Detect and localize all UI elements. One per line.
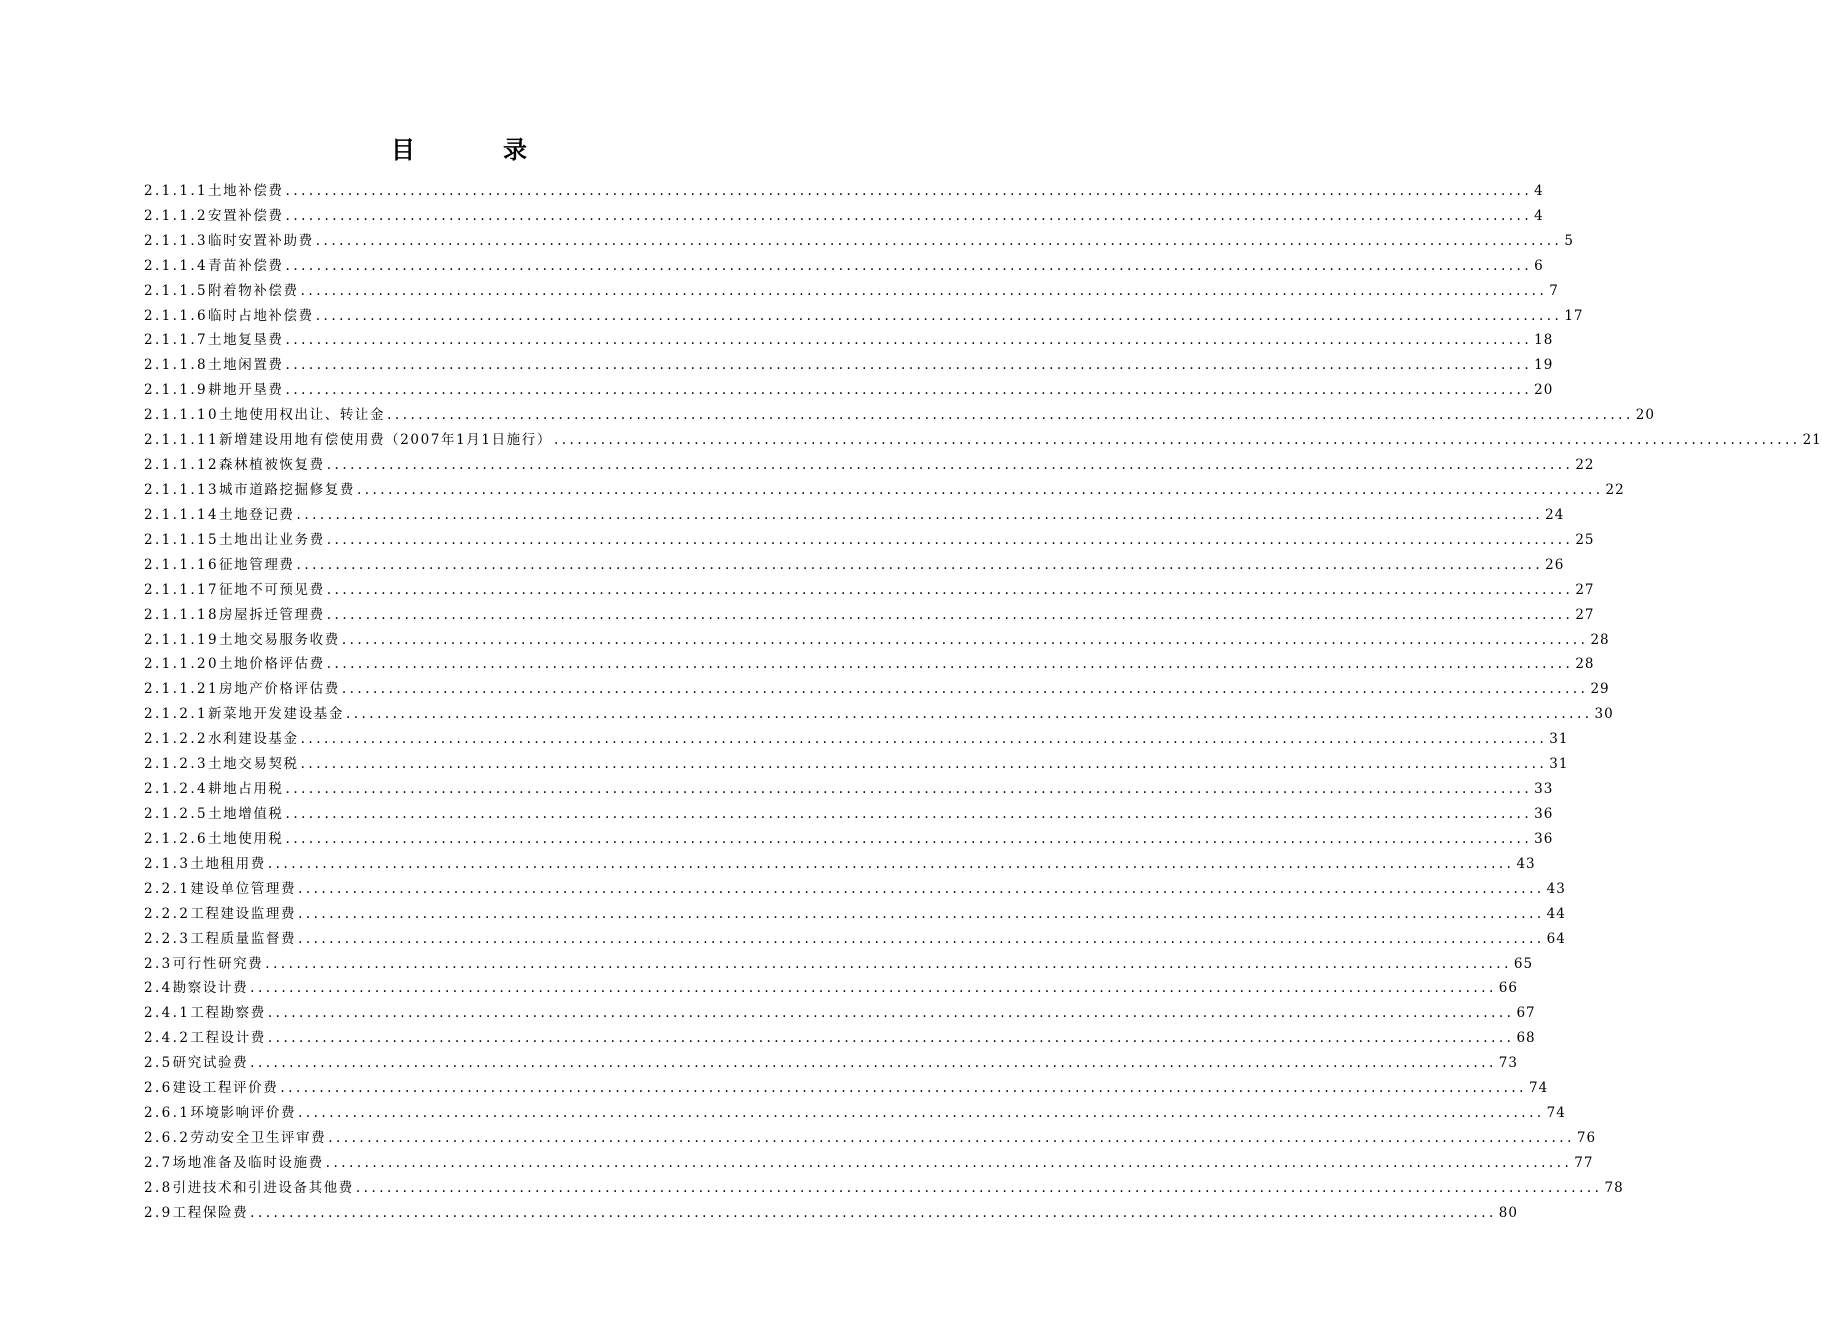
- toc-entry[interactable]: [144, 823, 1554, 848]
- toc-entry-number: 2.1.1.21: [144, 681, 220, 698]
- toc-entry[interactable]: [144, 300, 1584, 325]
- dot-leader: ................................................................................................................................................................: [285, 207, 1533, 224]
- toc-entry-title: 工程保险费: [172, 1204, 249, 1221]
- toc-entry-page: 5: [1564, 232, 1574, 249]
- toc-entry-number: 2.1.1.4: [144, 257, 209, 274]
- toc-entry-title: 征地不可预见费: [219, 581, 325, 598]
- toc-entry-page: 80: [1498, 1204, 1518, 1221]
- toc-entry-number: 2.1.2.3: [144, 756, 209, 773]
- toc-entry-title: 土地价格评估费: [219, 656, 325, 673]
- toc-entry-number: 2.1.1.3: [144, 232, 209, 249]
- toc-entry[interactable]: [144, 1097, 1566, 1122]
- toc-entry-title: 工程质量监督费: [190, 930, 297, 947]
- toc-entry-title: 土地增值税: [208, 805, 284, 822]
- toc-entry-title: 工程勘察费: [190, 1005, 266, 1022]
- toc-entry-page: 73: [1498, 1055, 1518, 1072]
- toc-entry[interactable]: [144, 649, 1595, 674]
- dot-leader: ................................................................................................................................................................: [345, 706, 1593, 723]
- toc-entry[interactable]: [144, 1147, 1594, 1172]
- toc-entry-title: 土地出让业务费: [219, 531, 325, 548]
- toc-entry-title: 引进技术和引进设备其他费: [172, 1179, 354, 1196]
- toc-entry-number: 2.1.3: [144, 855, 191, 872]
- dot-leader: ................................................................................................................................................................: [298, 880, 1545, 897]
- toc-entry-page: 43: [1516, 855, 1536, 872]
- toc-entry-page: 4: [1534, 182, 1544, 199]
- toc-entry-page: 22: [1575, 457, 1595, 474]
- dot-leader: ................................................................................................................................................................: [267, 855, 1515, 872]
- toc-entry-number: 2.1.1.8: [144, 357, 209, 374]
- toc-entry[interactable]: [144, 200, 1544, 225]
- toc-entry-title: 房地产价格评估费: [219, 681, 340, 698]
- toc-entry-number: 2.1.1.1: [144, 182, 209, 199]
- toc-entry-page: 21: [1802, 432, 1822, 449]
- toc-entry-page: 4: [1534, 207, 1544, 224]
- toc-entry-number: 2.1.1.12: [144, 457, 220, 474]
- dot-leader: ................................................................................................................................................................: [326, 656, 1574, 673]
- dot-leader: ................................................................................................................................................................: [298, 930, 1545, 947]
- dot-leader: ................................................................................................................................................................: [285, 257, 1533, 274]
- dot-leader: ................................................................................................................................................................: [326, 606, 1574, 623]
- toc-entry-number: 2.1.1.13: [144, 481, 220, 498]
- dot-leader: ................................................................................................................................................................: [300, 756, 1548, 773]
- toc-entry[interactable]: [144, 599, 1595, 624]
- dot-leader: ................................................................................................................................................................: [300, 731, 1548, 748]
- dot-leader: ................................................................................................................................................................: [387, 407, 1634, 424]
- toc-entry-title: 工程设计费: [190, 1030, 266, 1047]
- toc-entry[interactable]: [144, 748, 1569, 773]
- toc-entry-number: 2.1.1.7: [144, 332, 209, 349]
- toc-entry-number: 2.2.2: [144, 905, 191, 922]
- toc-entry[interactable]: [144, 898, 1566, 923]
- toc-entry-title: 耕地开垦费: [208, 382, 284, 399]
- toc-entry-page: 31: [1549, 756, 1569, 773]
- toc-entry-title: 土地交易契税: [208, 756, 299, 773]
- toc-entry-page: 27: [1575, 606, 1595, 623]
- toc-entry-title: 水利建设基金: [208, 731, 299, 748]
- toc-entry-number: 2.1.2.5: [144, 805, 209, 822]
- toc-entry-title: 场地准备及临时设施费: [172, 1154, 324, 1171]
- toc-entry-page: 68: [1516, 1030, 1536, 1047]
- toc-entry-number: 2.6.2: [144, 1129, 191, 1146]
- dot-leader: ................................................................................................................................................................: [250, 1204, 1497, 1221]
- dot-leader: ................................................................................................................................................................: [300, 282, 1548, 299]
- toc-entry[interactable]: [144, 549, 1565, 574]
- toc-entry-number: 2.5: [144, 1055, 173, 1072]
- toc-entry[interactable]: [144, 424, 1822, 449]
- toc-entry-number: 2.1.1.19: [144, 631, 220, 648]
- dot-leader: ................................................................................................................................................................: [280, 1080, 1527, 1097]
- toc-entry[interactable]: [144, 1022, 1536, 1047]
- dot-leader: ................................................................................................................................................................: [298, 905, 1545, 922]
- toc-entry-title: 劳动安全卫生评审费: [190, 1129, 327, 1146]
- dot-leader: ................................................................................................................................................................: [267, 1030, 1515, 1047]
- toc-entry-title: 临时安置补助费: [208, 232, 314, 249]
- toc-entry-page: 65: [1513, 955, 1534, 972]
- toc-entry[interactable]: [144, 923, 1566, 948]
- toc-entry-page: 33: [1534, 781, 1554, 798]
- dot-leader: ................................................................................................................................................................: [265, 955, 1512, 972]
- toc-entry[interactable]: [144, 1172, 1624, 1197]
- toc-entry-title: 可行性研究费: [172, 955, 264, 972]
- toc-entry-number: 2.9: [144, 1204, 173, 1221]
- toc-entry[interactable]: [144, 1197, 1518, 1222]
- toc-entry-page: 27: [1575, 581, 1595, 598]
- toc-entry-number: 2.1.1.10: [144, 407, 220, 424]
- toc-entry-page: 36: [1534, 830, 1554, 847]
- toc-entry-page: 26: [1545, 556, 1565, 573]
- toc-entry[interactable]: [144, 948, 1534, 973]
- dot-leader: ................................................................................................................................................................: [356, 481, 1604, 498]
- toc-entry[interactable]: [144, 399, 1655, 424]
- dot-leader: ................................................................................................................................................................: [250, 1055, 1497, 1072]
- toc-entry-number: 2.4.1: [144, 1005, 191, 1022]
- toc-entry-page: 20: [1534, 382, 1554, 399]
- toc-entry-number: 2.1.1.15: [144, 531, 220, 548]
- toc-entry-number: 2.1.1.2: [144, 207, 209, 224]
- toc-entry-page: 64: [1546, 930, 1566, 947]
- toc-entry-title: 新增建设用地有偿使用费（2007年1月1日施行）: [219, 432, 552, 449]
- dot-leader: ................................................................................................................................................................: [326, 457, 1574, 474]
- dot-leader: ................................................................................................................................................................: [326, 531, 1574, 548]
- toc-entry-number: 2.1.1.16: [144, 556, 220, 573]
- dot-leader: ................................................................................................................................................................: [315, 307, 1563, 324]
- toc-entry-title: 工程建设监理费: [190, 905, 297, 922]
- toc-entry-page: 74: [1546, 1105, 1566, 1122]
- toc-entry[interactable]: [144, 848, 1536, 873]
- toc-entry-number: 2.1.1.17: [144, 581, 220, 598]
- toc-entry-number: 2.1.2.2: [144, 731, 209, 748]
- toc-entry-title: 土地补偿费: [208, 182, 284, 199]
- toc-entry-title: 建设工程评价费: [172, 1080, 279, 1097]
- toc-entry-title: 土地使用权出让、转让金: [219, 407, 386, 424]
- page-title: 目 录: [391, 136, 559, 164]
- toc-entry-page: 28: [1575, 656, 1595, 673]
- dot-leader: ................................................................................................................................................................: [285, 182, 1533, 199]
- toc-entry-page: 74: [1528, 1080, 1549, 1097]
- toc-entry[interactable]: [144, 175, 1544, 200]
- toc-entry[interactable]: [144, 225, 1574, 250]
- toc-entry-page: 28: [1590, 631, 1610, 648]
- toc-entry-title: 房屋拆迁管理费: [219, 606, 325, 623]
- toc-entry-page: 44: [1546, 905, 1566, 922]
- dot-leader: ................................................................................................................................................................: [267, 1005, 1515, 1022]
- toc-entry-title: 森林植被恢复费: [219, 457, 325, 474]
- toc-entry-title: 征地管理费: [219, 556, 295, 573]
- dot-leader: ................................................................................................................................................................: [285, 830, 1533, 847]
- toc-entry-page: 78: [1604, 1179, 1624, 1196]
- dot-leader: ................................................................................................................................................................: [285, 805, 1533, 822]
- toc-entry-title: 建设单位管理费: [190, 880, 297, 897]
- toc-entry[interactable]: [144, 275, 1559, 300]
- toc-entry-number: 2.4: [144, 980, 173, 997]
- toc-entry-page: 31: [1549, 731, 1569, 748]
- dot-leader: ................................................................................................................................................................: [285, 781, 1533, 798]
- toc-entry[interactable]: [144, 499, 1565, 524]
- toc-entry-title: 土地租用费: [190, 855, 266, 872]
- toc-entry-page: 29: [1590, 681, 1610, 698]
- toc-entry[interactable]: [144, 873, 1566, 898]
- toc-entry[interactable]: [144, 673, 1610, 698]
- dot-leader: ................................................................................................................................................................: [285, 382, 1533, 399]
- dot-leader: ................................................................................................................................................................: [355, 1179, 1603, 1196]
- dot-leader: ................................................................................................................................................................: [285, 357, 1533, 374]
- toc-entry-number: 2.3: [144, 955, 173, 972]
- toc-entry-number: 2.1.1.14: [144, 506, 220, 523]
- toc-entry-number: 2.1.1.11: [144, 432, 220, 449]
- toc-entry-number: 2.1.2.1: [144, 706, 209, 723]
- toc-entry-page: 66: [1498, 980, 1518, 997]
- dot-leader: ................................................................................................................................................................: [298, 1105, 1545, 1122]
- toc-entry-page: 19: [1534, 357, 1554, 374]
- toc-entry-number: 2.4.2: [144, 1030, 191, 1047]
- dot-leader: ................................................................................................................................................................: [325, 1154, 1573, 1171]
- dot-leader: ................................................................................................................................................................: [326, 581, 1574, 598]
- toc-entry[interactable]: [144, 723, 1569, 748]
- toc-entry-page: 20: [1635, 407, 1655, 424]
- toc-entry-page: 67: [1516, 1005, 1536, 1022]
- toc-entry-title: 城市道路挖掘修复费: [219, 481, 355, 498]
- dot-leader: ................................................................................................................................................................: [328, 1129, 1575, 1146]
- toc-entry-number: 2.6: [144, 1080, 173, 1097]
- dot-leader: ................................................................................................................................................................: [553, 432, 1801, 449]
- toc-entry-page: 24: [1545, 506, 1565, 523]
- toc-entry-title: 研究试验费: [172, 1055, 249, 1072]
- toc-entry-number: 2.1.1.20: [144, 656, 220, 673]
- toc-entry-number: 2.8: [144, 1179, 173, 1196]
- toc-entry[interactable]: [144, 449, 1595, 474]
- toc-entry[interactable]: [144, 997, 1536, 1022]
- toc-entry-title: 耕地占用税: [208, 781, 284, 798]
- toc-entry-number: 2.6.1: [144, 1105, 191, 1122]
- dot-leader: ................................................................................................................................................................: [341, 681, 1589, 698]
- toc-entry[interactable]: [144, 374, 1554, 399]
- toc-entry-title: 土地闲置费: [208, 357, 284, 374]
- toc-entry[interactable]: [144, 1047, 1518, 1072]
- toc-entry-number: 2.1.2.4: [144, 781, 209, 798]
- toc-entry-number: 2.1.1.6: [144, 307, 209, 324]
- toc-entry-page: 36: [1534, 805, 1554, 822]
- toc-entry[interactable]: [144, 1122, 1597, 1147]
- toc-entry-title: 青苗补偿费: [208, 257, 284, 274]
- toc-entry[interactable]: [144, 250, 1544, 275]
- toc-entry-title: 环境影响评价费: [190, 1105, 297, 1122]
- toc-entry-page: 43: [1546, 880, 1566, 897]
- toc-entry-number: 2.1.1.18: [144, 606, 220, 623]
- dot-leader: ................................................................................................................................................................: [341, 631, 1589, 648]
- toc-entry-title: 临时占地补偿费: [208, 307, 314, 324]
- toc-entry-title: 勘察设计费: [172, 980, 249, 997]
- toc-entry[interactable]: [144, 798, 1554, 823]
- toc-entry-title: 附着物补偿费: [208, 282, 299, 299]
- toc-entry[interactable]: [144, 349, 1554, 374]
- toc-entry[interactable]: [144, 973, 1518, 998]
- toc-entry-page: 76: [1576, 1129, 1597, 1146]
- toc-entry-title: 土地复垦费: [208, 332, 284, 349]
- dot-leader: ................................................................................................................................................................: [250, 980, 1497, 997]
- toc-entry[interactable]: [144, 698, 1614, 723]
- dot-leader: ................................................................................................................................................................: [296, 506, 1544, 523]
- toc-entry[interactable]: [144, 474, 1625, 499]
- toc-entry[interactable]: [144, 325, 1554, 350]
- toc-entry-number: 2.1.1.5: [144, 282, 209, 299]
- toc-entry[interactable]: [144, 624, 1610, 649]
- toc-entry-number: 2.7: [144, 1154, 173, 1171]
- toc-entry-page: 22: [1605, 481, 1625, 498]
- toc-entry-page: 17: [1564, 307, 1584, 324]
- toc-entry-number: 2.1.1.9: [144, 382, 209, 399]
- dot-leader: ................................................................................................................................................................: [285, 332, 1533, 349]
- toc-entry-title: 安置补偿费: [208, 207, 284, 224]
- toc-entry[interactable]: [144, 773, 1554, 798]
- toc-entry[interactable]: [144, 1072, 1549, 1097]
- toc-entry-page: 30: [1594, 706, 1614, 723]
- toc-entry-title: 新菜地开发建设基金: [208, 706, 344, 723]
- toc-entry-page: 18: [1534, 332, 1554, 349]
- toc-entry-title: 土地登记费: [219, 506, 295, 523]
- table-of-contents: [144, 175, 1822, 1222]
- toc-entry-title: 土地使用税: [208, 830, 284, 847]
- toc-entry-number: 2.2.1: [144, 880, 191, 897]
- dot-leader: ................................................................................................................................................................: [296, 556, 1544, 573]
- toc-entry-number: 2.2.3: [144, 930, 191, 947]
- toc-entry-page: 77: [1574, 1154, 1594, 1171]
- toc-entry[interactable]: [144, 524, 1595, 549]
- toc-entry-title: 土地交易服务收费: [219, 631, 340, 648]
- toc-entry-number: 2.1.2.6: [144, 830, 209, 847]
- toc-entry-page: 6: [1534, 257, 1544, 274]
- toc-entry-page: 7: [1549, 282, 1559, 299]
- toc-entry-page: 25: [1575, 531, 1595, 548]
- toc-entry[interactable]: [144, 574, 1595, 599]
- dot-leader: ................................................................................................................................................................: [315, 232, 1563, 249]
